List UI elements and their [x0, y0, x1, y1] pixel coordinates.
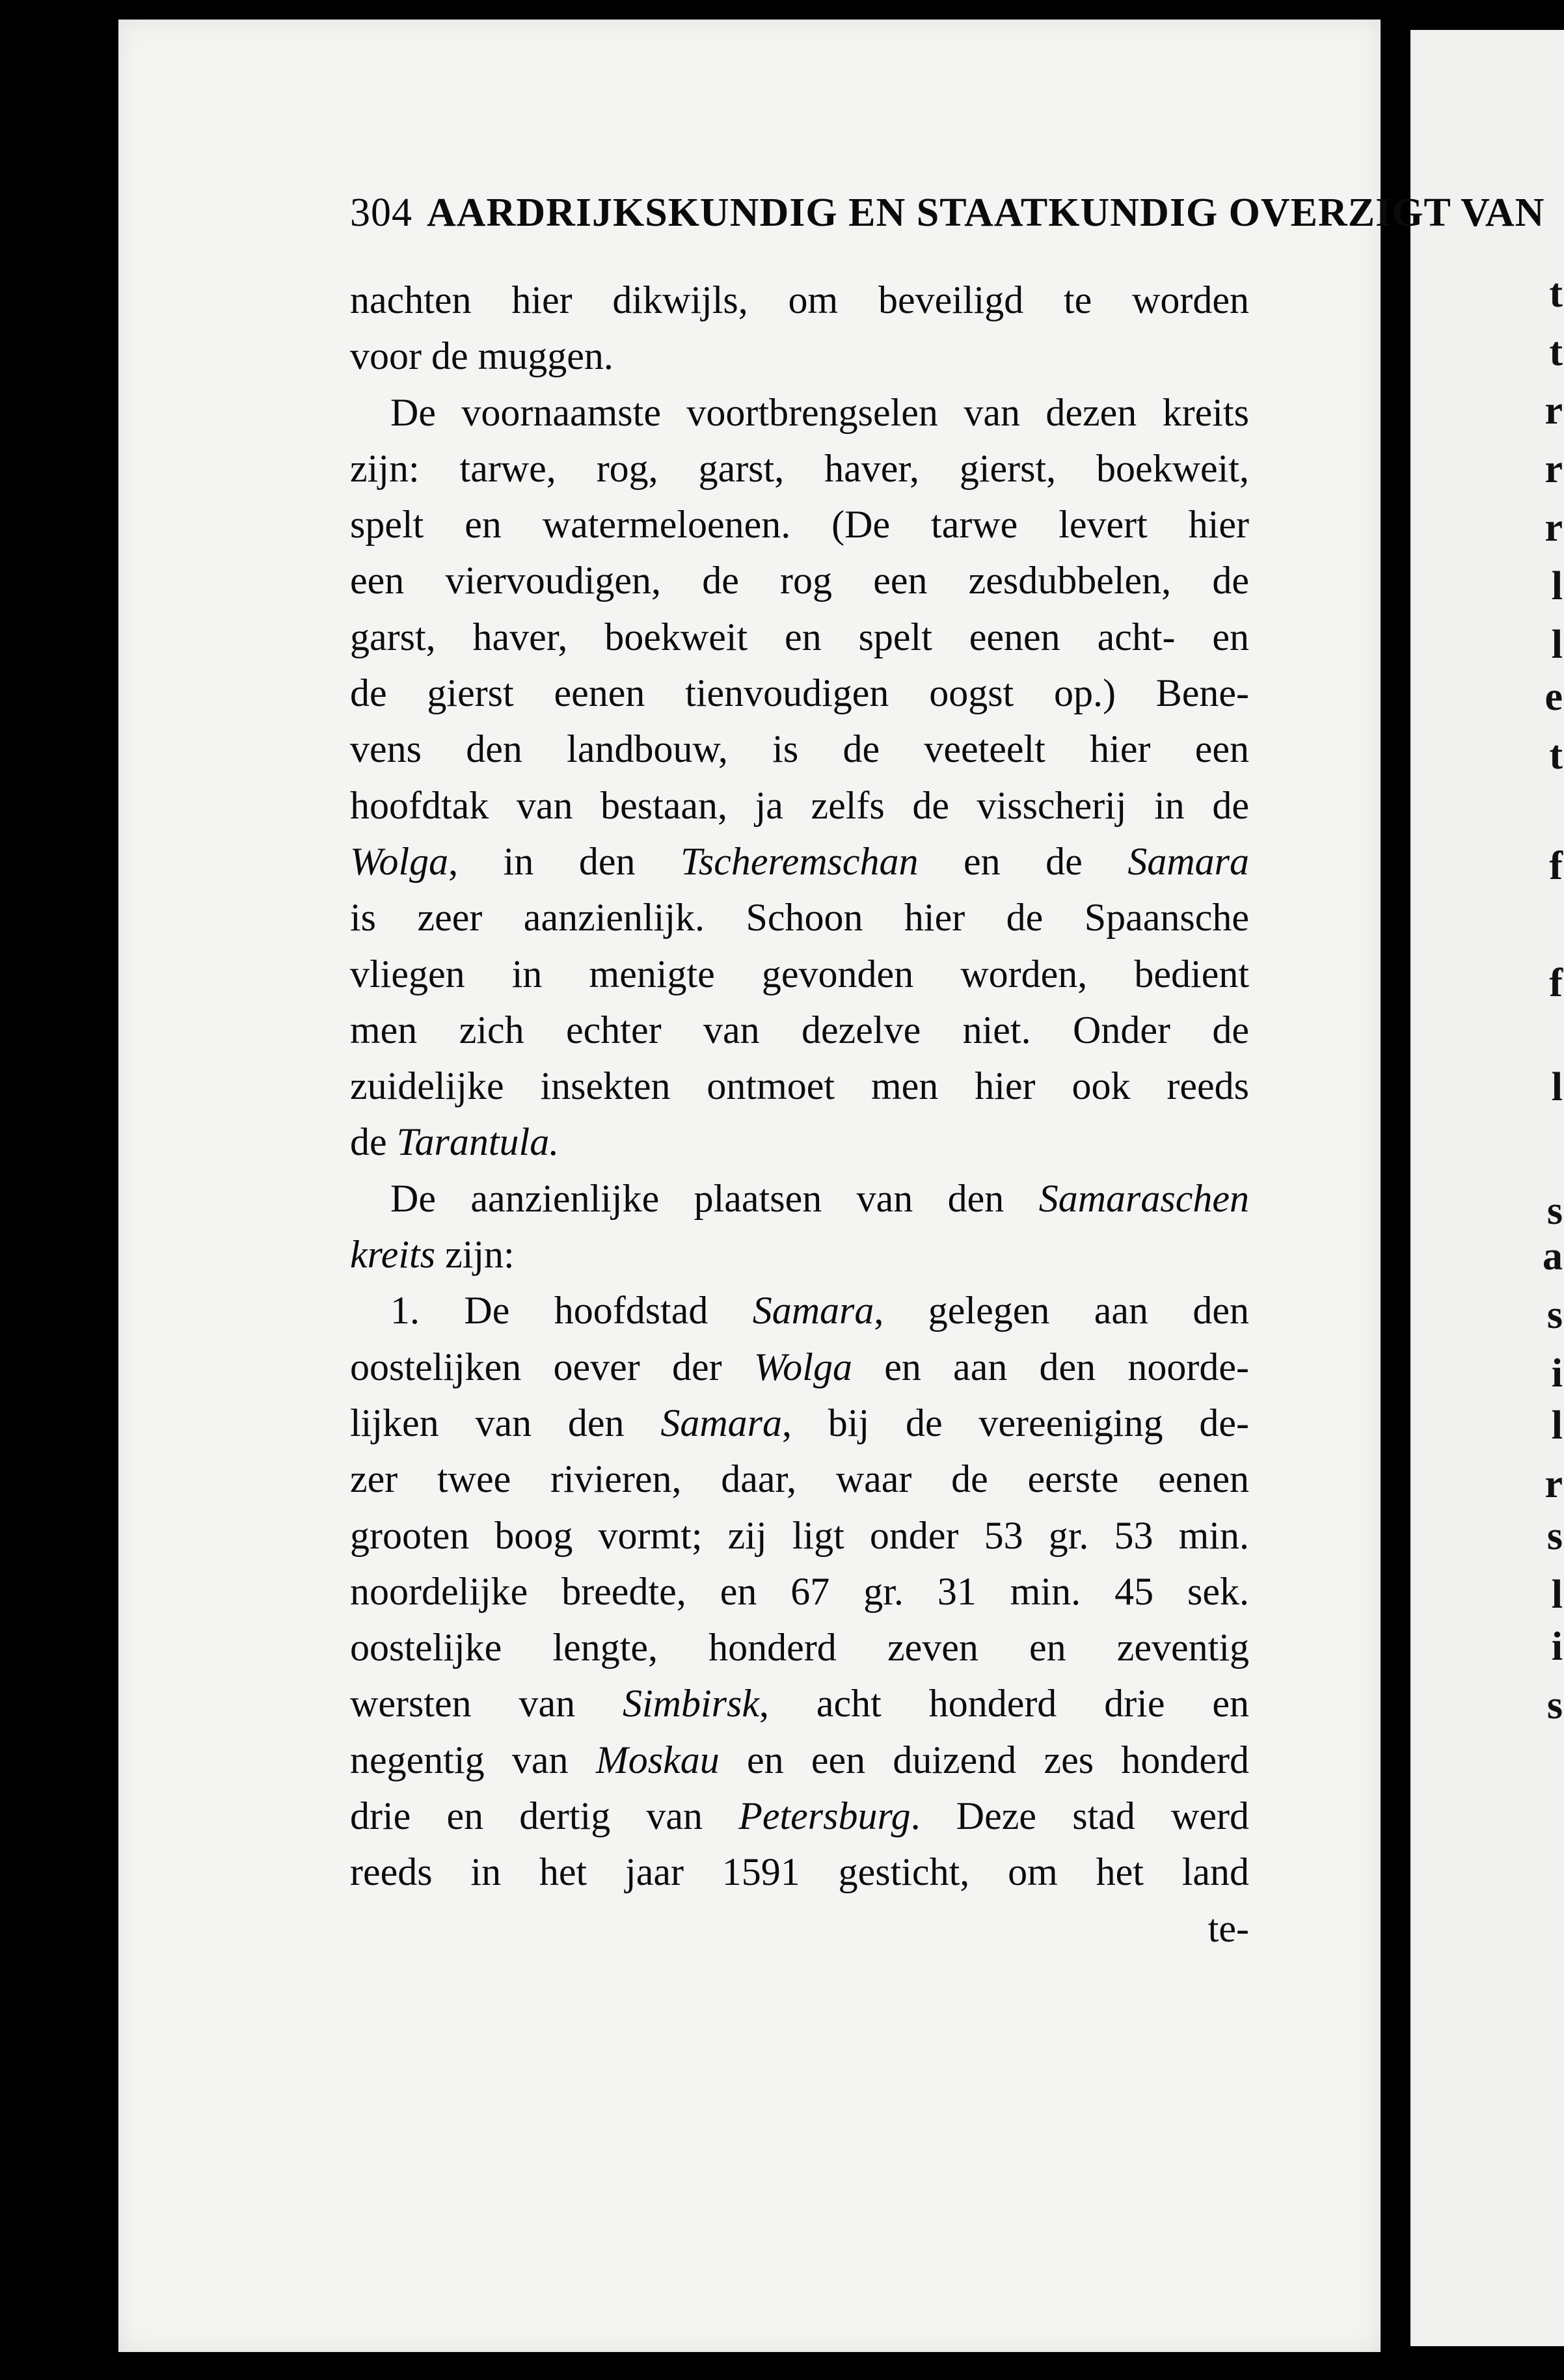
italic-text: Wolga — [753, 1345, 852, 1388]
text-line — [350, 440, 1249, 496]
text-run: zer twee rivieren, daar, waar de eerste eenen — [350, 1457, 1249, 1501]
text-run: zuidelijke insekten ontmoet men hier ook reeds — [350, 1064, 1249, 1108]
text-run: negentig van — [350, 1738, 596, 1781]
running-head — [350, 190, 1545, 252]
text-line — [350, 665, 1249, 721]
text-run: voor de muggen. — [350, 334, 613, 378]
facing-page-letter: i — [1551, 1351, 1563, 1396]
facing-page-letter: l — [1551, 1403, 1563, 1448]
text-run: de — [350, 1120, 397, 1164]
facing-page-letter: l — [1551, 1065, 1563, 1109]
text-run: vliegen in menigte gevonden worden, bedient — [350, 952, 1249, 995]
text-line — [350, 1282, 1249, 1338]
text-line — [350, 1002, 1249, 1058]
facing-page-letter: s — [1546, 1514, 1563, 1558]
facing-page-edge — [1410, 30, 1564, 2346]
facing-page-letter: r — [1544, 506, 1563, 550]
italic-text: Simbirsk — [623, 1682, 759, 1725]
catchword: te- — [1207, 1906, 1249, 1950]
text-run: . Deze stad werd — [910, 1794, 1249, 1838]
text-run: oostelijke lengte, honderd zeven en zeventig — [350, 1626, 1249, 1670]
text-line — [350, 946, 1249, 1002]
text-line — [350, 778, 1249, 833]
text-run: , gelegen aan den — [874, 1289, 1249, 1332]
text-line — [350, 496, 1249, 552]
text-line — [350, 889, 1249, 945]
text-run: vens den landbouw, is de veeteelt hier een — [350, 727, 1249, 771]
italic-text: Moskau — [595, 1738, 720, 1781]
text-run: reeds in het jaar 1591 gesticht, om het land — [350, 1850, 1249, 1894]
facing-page-letter: a — [1543, 1234, 1563, 1278]
italic-text: Samara — [1127, 839, 1249, 883]
text-run: , acht honderd drie en — [759, 1682, 1249, 1725]
text-line — [350, 609, 1249, 665]
facing-page-letter: l — [1551, 564, 1563, 608]
text-run: en een duizend zes honderd — [719, 1738, 1249, 1781]
text-run: , in den — [448, 839, 681, 883]
text-line — [350, 1339, 1249, 1395]
text-line — [350, 1844, 1249, 1900]
text-run: de gierst eenen tienvoudigen oogst op.) Bene- — [350, 671, 1249, 715]
text-run: is zeer aanzienlijk. Schoon hier de Spaansche — [350, 896, 1249, 940]
facing-page-letter: r — [1544, 447, 1563, 491]
text-run: hoofdtak van bestaan, ja zelfs de visscherij in de — [350, 783, 1249, 827]
text-run: en aan den noorde- — [852, 1345, 1249, 1388]
text-line — [350, 272, 1249, 328]
facing-page-letter: s — [1546, 1293, 1563, 1337]
facing-page-letter: e — [1544, 675, 1563, 719]
text-run: zijn: — [435, 1233, 515, 1277]
text-run: 1. De hoofdstad — [390, 1289, 753, 1332]
text-run: een viervoudigen, de rog een zesdubbelen, de — [350, 559, 1249, 602]
text-run: , bij de vereeniging de- — [782, 1401, 1250, 1444]
text-line — [350, 1508, 1249, 1563]
text-run: drie en dertig van — [350, 1794, 739, 1838]
text-run: De voornaamste voortbrengselen van dezen kreits — [390, 390, 1249, 434]
text-run: lijken van den — [350, 1401, 661, 1444]
text-run: wersten van — [350, 1682, 623, 1725]
text-run: garst, haver, boekweit en spelt eenen acht- en — [350, 615, 1249, 658]
italic-text: Wolga — [350, 839, 449, 883]
text-line — [350, 385, 1249, 440]
page-number: 304 — [350, 191, 412, 235]
facing-page-letter: s — [1546, 1683, 1563, 1727]
italic-text: Petersburg — [738, 1794, 911, 1838]
text-line — [350, 1451, 1249, 1507]
text-line — [350, 1619, 1249, 1675]
text-line — [350, 1170, 1249, 1226]
facing-page-letter: t — [1549, 733, 1563, 778]
text-line — [350, 1058, 1249, 1114]
text-line — [350, 1563, 1249, 1619]
text-run: nachten hier dikwijls, om beveiligd te worden — [350, 278, 1249, 321]
italic-text: Samaraschen — [1038, 1176, 1249, 1220]
facing-page-letter: s — [1546, 1189, 1563, 1233]
text-line — [350, 833, 1249, 889]
text-line — [350, 552, 1249, 608]
text-line — [350, 1395, 1249, 1451]
text-run: oostelijken oever der — [350, 1345, 754, 1388]
text-run: De aanzienlijke plaatsen van den — [390, 1176, 1039, 1220]
text-run: en de — [918, 839, 1128, 883]
text-line — [350, 328, 1249, 384]
facing-page-letter: f — [1549, 844, 1563, 888]
facing-page-letter: t — [1549, 330, 1563, 374]
italic-text: Tscheremschan — [680, 839, 919, 883]
facing-page-letter: l — [1551, 623, 1563, 667]
text-line — [350, 1675, 1249, 1731]
facing-page-letter: r — [1544, 388, 1563, 433]
text-line — [350, 1226, 1249, 1282]
italic-text: Samara — [660, 1401, 782, 1444]
text-run: men zich echter van dezelve niet. Onder de — [350, 1008, 1249, 1051]
body-text — [350, 272, 1249, 1956]
text-line — [350, 1114, 1249, 1170]
text-run: grooten boog vormt; zij ligt onder 53 gr. 53 min. — [350, 1513, 1249, 1557]
text-line — [350, 1788, 1249, 1844]
facing-page-letter: i — [1551, 1625, 1563, 1669]
facing-page-letter: t — [1549, 271, 1563, 316]
text-run: noordelijke breedte, en 67 gr. 31 min. 45 sek. — [350, 1569, 1249, 1613]
facing-page-letter: r — [1544, 1462, 1563, 1506]
text-line — [350, 1732, 1249, 1788]
text-run: spelt en watermeloenen. (De tarwe levert hier — [350, 503, 1249, 547]
text-line — [350, 721, 1249, 777]
text-run: zijn: tarwe, rog, garst, haver, gierst, boekweit, — [350, 446, 1249, 490]
italic-text: kreits — [350, 1233, 436, 1277]
facing-page-letter: l — [1551, 1573, 1563, 1617]
italic-text: Samara — [752, 1289, 874, 1332]
italic-text: Tarantula. — [396, 1120, 560, 1164]
running-head-title: AARDRIJKSKUNDIG EN STAATKUNDIG OVERZIGT VAN — [427, 191, 1545, 235]
facing-page-letter: f — [1549, 961, 1563, 1005]
